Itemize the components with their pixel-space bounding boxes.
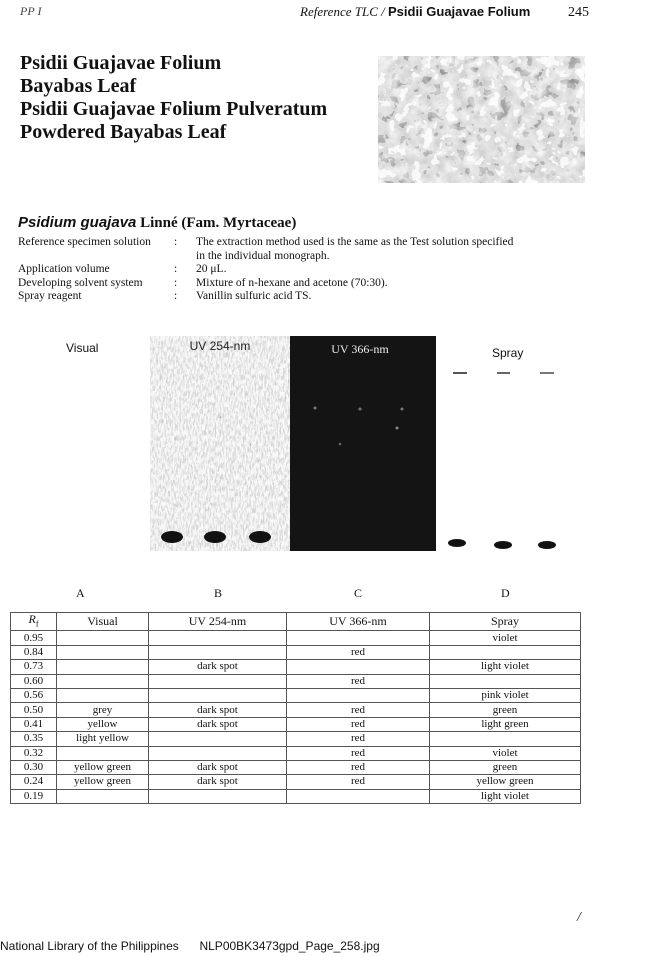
species-heading: [18, 214, 296, 232]
table-row: [11, 775, 581, 789]
spray-cell: green: [430, 760, 581, 774]
spec-colon: :: [174, 290, 178, 302]
tlc-plate-spray: [440, 360, 590, 560]
application-spot: [538, 541, 556, 549]
uv254-label: UV 254-nm: [189, 339, 251, 353]
spray-cell: [430, 645, 581, 659]
uv254-cell: [149, 789, 287, 803]
scan-file-id: NLP00BK3473gpd_Page_258.jpg: [199, 939, 380, 953]
uv254-cell: dark spot: [149, 717, 287, 731]
table-row: [11, 645, 581, 659]
spec-value: [196, 236, 576, 263]
species-author: Linné (Fam. Myrtaceae): [140, 215, 297, 231]
spec-row: [18, 236, 576, 263]
uv254-cell: [149, 645, 287, 659]
visual-cell: [57, 688, 149, 702]
spec-value: Vanillin sulfuric acid TS.: [196, 290, 312, 302]
visual-cell: [57, 645, 149, 659]
uv366-label: UV 366-nm: [331, 342, 389, 356]
rf-cell: 0.41: [11, 717, 57, 731]
table-row: [11, 631, 581, 645]
uv366-cell: [287, 660, 430, 674]
uv254-cell: [149, 631, 287, 645]
uv254-cell: dark spot: [149, 775, 287, 789]
visual-cell: yellow green: [57, 775, 149, 789]
header-cell: UV 254-nm: [149, 613, 287, 631]
spec-value: Mixture of n-hexane and acetone (70:30).: [196, 276, 388, 289]
uv254-cell: [149, 688, 287, 702]
spray-cell: yellow green: [430, 775, 581, 789]
running-header: [300, 4, 530, 20]
spray-cell: light green: [430, 717, 581, 731]
spec-value-line: The extraction method used is the same as the Test solution specified: [196, 236, 514, 248]
library-name: National Library of the Philippines: [0, 939, 179, 953]
visual-cell: grey: [57, 703, 149, 717]
species-name: Psidium guajava: [18, 214, 137, 231]
spray-cell: violet: [430, 746, 581, 760]
rf-cell: 0.56: [11, 688, 57, 702]
leaf-photo: [378, 56, 585, 183]
table-row: [11, 732, 581, 746]
fluorescent-spot: [314, 407, 317, 410]
spec-row: [18, 277, 576, 291]
rf-cell: 0.24: [11, 775, 57, 789]
spec-row: [18, 290, 576, 304]
running-header-title: Psidii Guajavae Folium: [387, 4, 531, 19]
tlc-plate-uv: [150, 336, 436, 551]
fluorescent-spot: [401, 408, 404, 411]
application-spot: [249, 531, 271, 543]
uv366-cell: [287, 789, 430, 803]
rf-cell: 0.50: [11, 703, 57, 717]
uv254-cell: dark spot: [149, 703, 287, 717]
visual-cell: [57, 789, 149, 803]
spec-row: [18, 263, 576, 277]
uv254-cell: [149, 674, 287, 688]
spray-plate-label: Spray: [492, 346, 524, 360]
spec-label: Application volume: [18, 263, 110, 275]
uv254-cell: dark spot: [149, 760, 287, 774]
spray-cell: [430, 674, 581, 688]
spray-spot: [540, 372, 554, 374]
uv366-panel: [290, 336, 436, 551]
header-cell: Spray: [430, 613, 581, 631]
spec-label: Spray reagent: [18, 290, 82, 302]
title-line: Bayabas Leaf: [20, 75, 137, 97]
scan-footer: [0, 939, 380, 953]
application-spot: [161, 531, 183, 543]
visual-cell: yellow green: [57, 760, 149, 774]
application-spot: [448, 539, 466, 547]
table-row: [11, 688, 581, 702]
header-cell: UV 366-nm: [287, 613, 430, 631]
uv366-cell: red: [287, 717, 430, 731]
spec-label: Developing solvent system: [18, 276, 143, 289]
uv366-cell: [287, 688, 430, 702]
uv254-cell: dark spot: [149, 660, 287, 674]
table-row: [11, 789, 581, 803]
rf-cell: 0.32: [11, 746, 57, 760]
title-line: Powdered Bayabas Leaf: [20, 121, 227, 143]
uv366-cell: red: [287, 703, 430, 717]
uv366-cell: red: [287, 645, 430, 659]
spray-spot: [497, 372, 510, 374]
running-header-label: Reference TLC /: [300, 4, 388, 19]
table-row: [11, 674, 581, 688]
rf-cell: 0.19: [11, 789, 57, 803]
visual-cell: [57, 746, 149, 760]
spray-cell: green: [430, 703, 581, 717]
application-spot: [204, 531, 226, 543]
visual-cell: light yellow: [57, 732, 149, 746]
spec-label: Reference specimen solution: [18, 236, 151, 248]
header-cell: Visual: [57, 613, 149, 631]
table-row: [11, 760, 581, 774]
spec-colon: :: [174, 276, 178, 289]
column-letter-c: C: [354, 586, 363, 600]
spray-cell: light violet: [430, 660, 581, 674]
uv254-cell: [149, 746, 287, 760]
spec-colon: :: [174, 263, 178, 275]
table-row: [11, 703, 581, 717]
uv366-cell: [287, 631, 430, 645]
rf-cell: 0.95: [11, 631, 57, 645]
spec-value-line: in the individual monograph.: [196, 249, 330, 262]
page-number: 245: [568, 5, 589, 20]
monograph-titles: [20, 52, 327, 144]
spray-cell: pink violet: [430, 688, 581, 702]
visual-cell: [57, 674, 149, 688]
uv366-cell: red: [287, 732, 430, 746]
column-letter-a: A: [76, 586, 85, 600]
visual-cell: [57, 631, 149, 645]
spray-spot: [453, 372, 467, 374]
section-code: PP I: [20, 4, 42, 18]
title-line: Psidii Guajavae Folium Pulveratum: [20, 98, 328, 120]
fluorescent-spot: [359, 408, 362, 411]
spec-value: 20 μL.: [196, 263, 227, 275]
uv366-cell: red: [287, 760, 430, 774]
rf-cell: 0.84: [11, 645, 57, 659]
uv366-cell: red: [287, 775, 430, 789]
spray-cell: violet: [430, 631, 581, 645]
rf-cell: 0.60: [11, 674, 57, 688]
spec-colon: :: [174, 236, 178, 248]
rf-table: [10, 612, 581, 804]
rf-header: $R_f$: [11, 613, 57, 631]
table-row: [11, 717, 581, 731]
fluorescent-spot: [396, 427, 399, 430]
column-letter-d: D: [501, 586, 510, 600]
table-row: [11, 660, 581, 674]
uv254-panel: [150, 336, 290, 551]
rf-cell: 0.73: [11, 660, 57, 674]
title-line: Psidii Guajavae Folium: [20, 52, 222, 74]
rf-cell: 0.30: [11, 760, 57, 774]
visual-plate-label: Visual: [66, 341, 99, 355]
visual-cell: [57, 660, 149, 674]
spray-cell: light violet: [430, 789, 581, 803]
spray-cell: [430, 732, 581, 746]
uv254-cell: [149, 732, 287, 746]
fluorescent-spot: [339, 443, 342, 446]
rf-cell: 0.35: [11, 732, 57, 746]
table-header-row: [11, 613, 581, 631]
application-spot: [494, 541, 512, 549]
table-row: [11, 746, 581, 760]
corner-mark: /: [577, 910, 581, 925]
uv366-cell: red: [287, 674, 430, 688]
column-letter-b: B: [214, 586, 223, 600]
uv366-cell: red: [287, 746, 430, 760]
specification-list: [18, 236, 576, 304]
visual-cell: yellow: [57, 717, 149, 731]
